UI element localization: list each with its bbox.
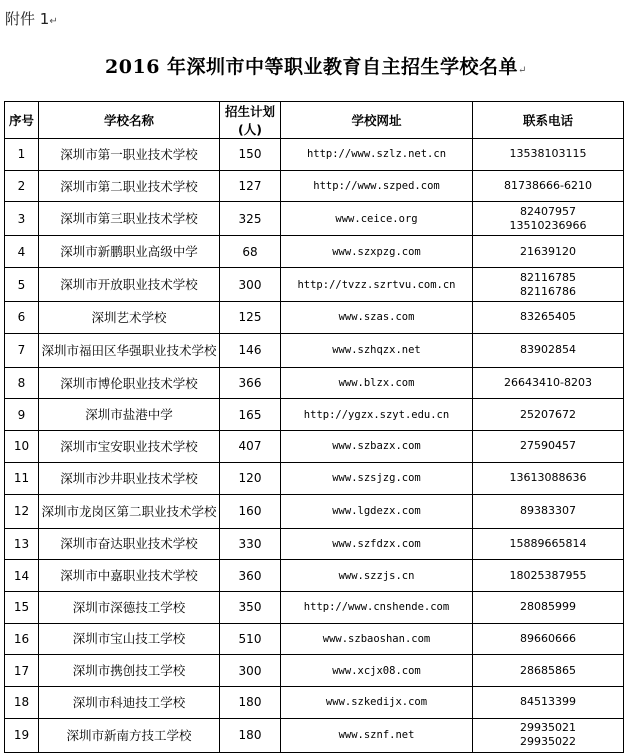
cell-school-name: 深圳市第一职业技术学校 [39,139,220,171]
cell-enrollment-plan: 407 [220,431,281,463]
cell-website[interactable]: www.szhqzx.net [281,333,473,367]
cell-website[interactable]: www.szkedijx.com [281,686,473,718]
cell-index: 10 [5,431,39,463]
cell-website[interactable]: www.szzjs.cn [281,560,473,592]
table-body [5,139,624,753]
cell-school-name: 深圳市博伦职业技术学校 [39,367,220,399]
cell-school-name: 深圳市龙岗区第二职业技术学校 [39,494,220,528]
cell-index: 17 [5,655,39,687]
cell-index: 9 [5,399,39,431]
cell-index: 12 [5,494,39,528]
table-row [5,591,624,623]
cell-phone: 82407957 13510236966 [473,202,624,236]
cell-school-name: 深圳市宝山技工学校 [39,623,220,655]
document-title: 2016 年深圳市中等职业教育自主招生学校名单↵ [105,56,527,78]
cell-phone: 89383307 [473,494,624,528]
table-row [5,170,624,202]
cell-phone: 28085999 [473,591,624,623]
table-row [5,268,624,302]
cell-phone: 13538103115 [473,139,624,171]
cell-school-name: 深圳艺术学校 [39,302,220,334]
cell-website[interactable]: www.szas.com [281,302,473,334]
cell-website[interactable]: www.ceice.org [281,202,473,236]
cell-index: 1 [5,139,39,171]
attachment-label: 附件 1↵ [5,10,58,28]
cell-website[interactable]: http://tvzz.szrtvu.com.cn [281,268,473,302]
header-website: 学校网址 [281,102,473,139]
cell-enrollment-plan: 160 [220,494,281,528]
cell-school-name: 深圳市开放职业技术学校 [39,268,220,302]
cell-school-name: 深圳市宝安职业技术学校 [39,431,220,463]
cell-enrollment-plan: 180 [220,686,281,718]
cell-phone: 82116785 82116786 [473,268,624,302]
cell-index: 18 [5,686,39,718]
cell-enrollment-plan: 125 [220,302,281,334]
table-row [5,302,624,334]
cell-index: 4 [5,236,39,268]
cell-website[interactable]: www.lgdezx.com [281,494,473,528]
cell-school-name: 深圳市中嘉职业技术学校 [39,560,220,592]
cell-website[interactable]: www.szxpzg.com [281,236,473,268]
cell-enrollment-plan: 146 [220,333,281,367]
cell-index: 13 [5,528,39,560]
cell-enrollment-plan: 360 [220,560,281,592]
cell-enrollment-plan: 325 [220,202,281,236]
cell-index: 8 [5,367,39,399]
cell-enrollment-plan: 127 [220,170,281,202]
cell-school-name: 深圳市盐港中学 [39,399,220,431]
table-row [5,333,624,367]
cell-enrollment-plan: 165 [220,399,281,431]
table-row [5,718,624,752]
cell-phone: 81738666-6210 [473,170,624,202]
cell-website[interactable]: www.blzx.com [281,367,473,399]
cell-enrollment-plan: 300 [220,655,281,687]
cell-enrollment-plan: 510 [220,623,281,655]
table-row [5,560,624,592]
table-row [5,528,624,560]
cell-index: 2 [5,170,39,202]
cell-phone: 29935021 29935022 [473,718,624,752]
cell-school-name: 深圳市第二职业技术学校 [39,170,220,202]
cell-school-name: 深圳市携创技工学校 [39,655,220,687]
cell-website[interactable]: www.szfdzx.com [281,528,473,560]
cell-phone: 27590457 [473,431,624,463]
cell-website[interactable]: http://www.cnshende.com [281,591,473,623]
cell-school-name: 深圳市奋达职业技术学校 [39,528,220,560]
table-row [5,494,624,528]
cell-phone: 13613088636 [473,462,624,494]
cell-index: 11 [5,462,39,494]
cell-phone: 26643410-8203 [473,367,624,399]
cell-enrollment-plan: 68 [220,236,281,268]
cell-website[interactable]: www.szsjzg.com [281,462,473,494]
cell-index: 14 [5,560,39,592]
cell-school-name: 深圳市新南方技工学校 [39,718,220,752]
cell-enrollment-plan: 330 [220,528,281,560]
header-school-name: 学校名称 [39,102,220,139]
table-row [5,431,624,463]
cell-index: 3 [5,202,39,236]
cell-enrollment-plan: 300 [220,268,281,302]
cell-website[interactable]: http://www.szped.com [281,170,473,202]
table-row [5,139,624,171]
cell-phone: 21639120 [473,236,624,268]
cell-index: 6 [5,302,39,334]
cell-website[interactable]: http://ygzx.szyt.edu.cn [281,399,473,431]
school-table [4,101,624,753]
cell-website[interactable]: http://www.szlz.net.cn [281,139,473,171]
cell-website[interactable]: www.szbaoshan.com [281,623,473,655]
table-row [5,202,624,236]
cell-index: 16 [5,623,39,655]
table-row [5,686,624,718]
cell-phone: 28685865 [473,655,624,687]
cell-school-name: 深圳市科迪技工学校 [39,686,220,718]
cell-index: 15 [5,591,39,623]
cell-enrollment-plan: 120 [220,462,281,494]
cell-school-name: 深圳市福田区华强职业技术学校 [39,333,220,367]
header-enrollment-plan: 招生计划(人) [220,102,281,139]
cell-school-name: 深圳市第三职业技术学校 [39,202,220,236]
cell-phone: 25207672 [473,399,624,431]
cell-phone: 84513399 [473,686,624,718]
cell-index: 7 [5,333,39,367]
table-row [5,399,624,431]
cell-index: 19 [5,718,39,752]
table-header-row [5,102,624,139]
cell-school-name: 深圳市新鹏职业高级中学 [39,236,220,268]
header-index: 序号 [5,102,39,139]
header-phone: 联系电话 [473,102,624,139]
cell-school-name: 深圳市深德技工学校 [39,591,220,623]
cell-phone: 83902854 [473,333,624,367]
cell-website[interactable]: www.xcjx08.com [281,655,473,687]
cell-website[interactable]: www.sznf.net [281,718,473,752]
table-row [5,462,624,494]
table-row [5,655,624,687]
cell-phone: 89660666 [473,623,624,655]
cell-phone: 83265405 [473,302,624,334]
table-row [5,236,624,268]
cell-website[interactable]: www.szbazx.com [281,431,473,463]
cell-enrollment-plan: 150 [220,139,281,171]
cell-index: 5 [5,268,39,302]
cell-enrollment-plan: 180 [220,718,281,752]
cell-enrollment-plan: 350 [220,591,281,623]
cell-enrollment-plan: 366 [220,367,281,399]
cell-phone: 18025387955 [473,560,624,592]
cell-school-name: 深圳市沙井职业技术学校 [39,462,220,494]
table-row [5,623,624,655]
table-row [5,367,624,399]
cell-phone: 15889665814 [473,528,624,560]
